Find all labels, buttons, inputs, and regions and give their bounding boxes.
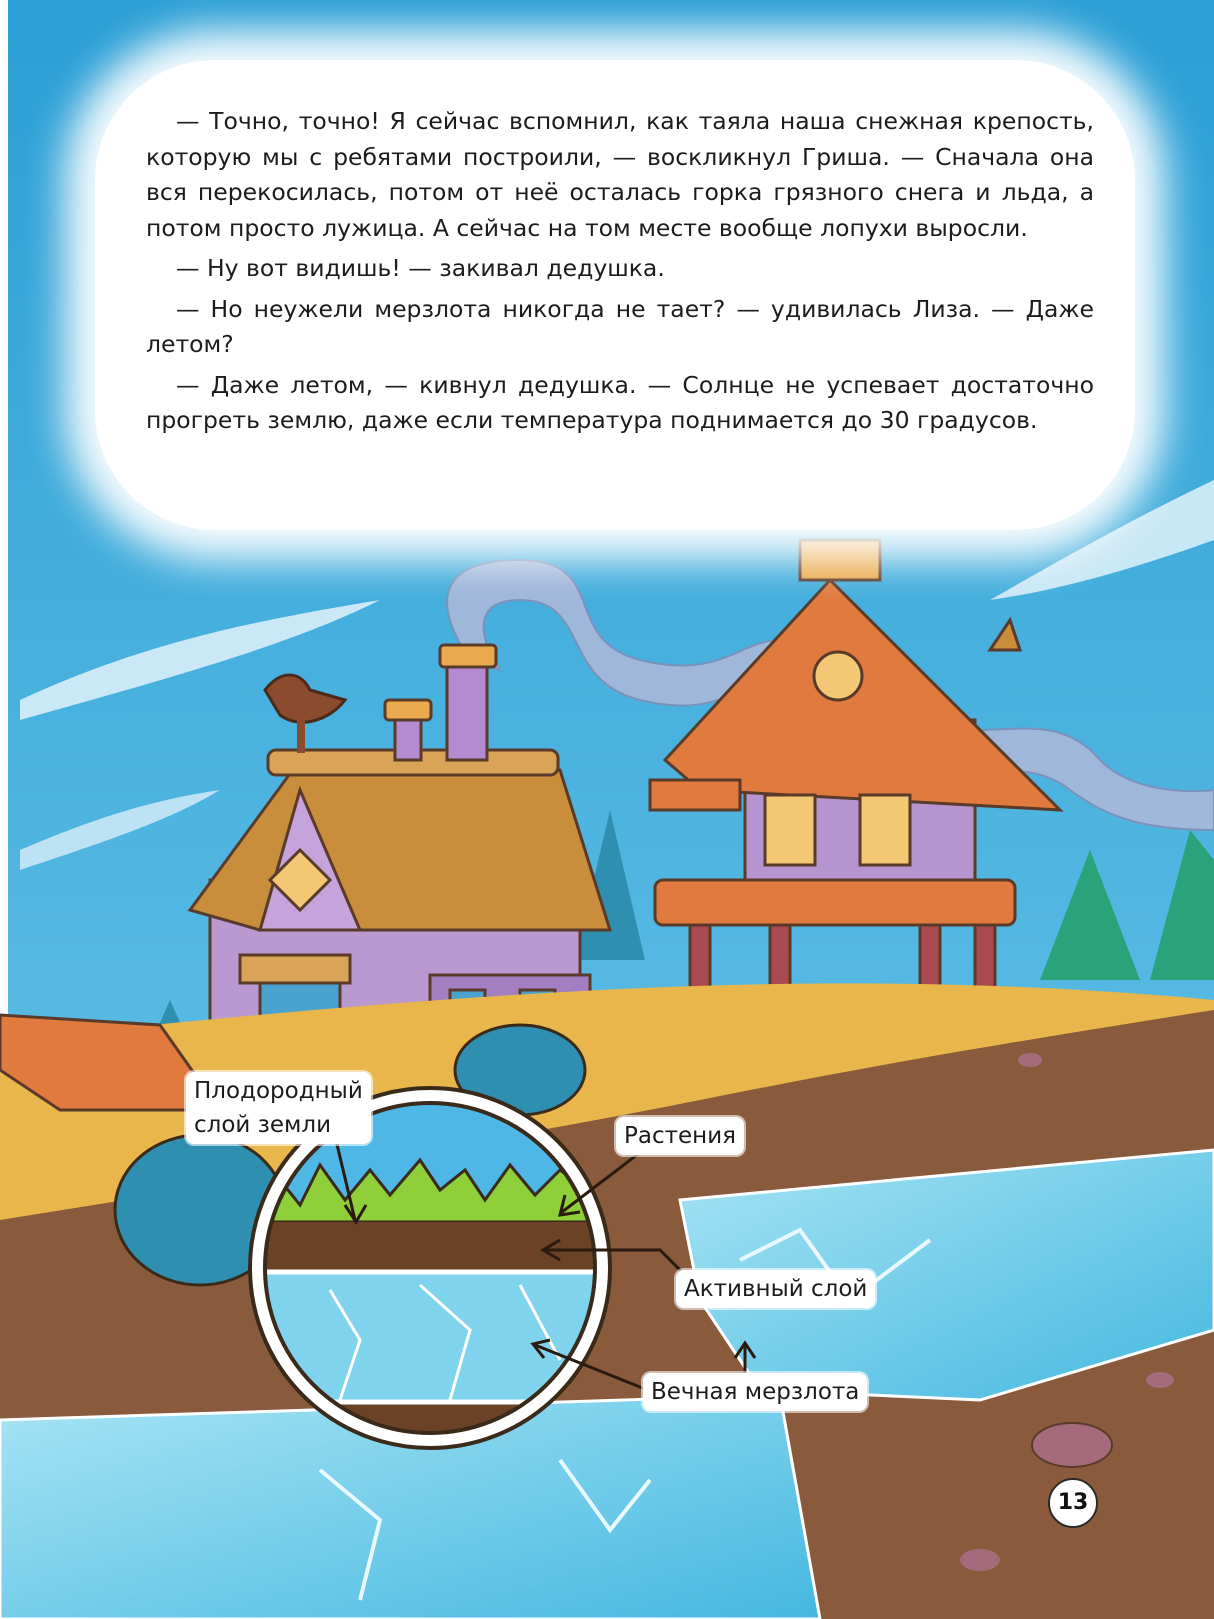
story-paragraph: — Даже летом, — кивнул дедушка. — Солнце не успевает достаточно прогреть землю, даже если температура поднимается до 30 градусов. xyxy=(146,370,1094,434)
pebble xyxy=(960,1549,1000,1571)
story-paragraph: — Точно, точно! Я сейчас вспомнил, как таяла наша снежная крепость, которую мы с ребятами построили, — воскликнул Гриша. — Сначала она вся перекосилась, потом от неё осталась горка грязного снега и льда, а потом просто лужица. А сейчас на том месте вообще лопухи выросли. xyxy=(146,107,1094,242)
page-number: 13 xyxy=(1048,1478,1098,1528)
pebble xyxy=(1146,1372,1174,1388)
story-paragraph: — Но неужели мерзлота никогда не тает? — удивилась Лиза. — Даже летом? xyxy=(146,294,1094,358)
label-fertile-layer: Плодородный слой земли xyxy=(186,1072,371,1144)
story-paragraph: — Ну вот видишь! — закивал дедушка. xyxy=(176,254,665,282)
label-plants: Растения xyxy=(616,1117,744,1155)
pebble xyxy=(1032,1423,1112,1467)
pebble xyxy=(1018,1053,1042,1067)
label-permafrost: Вечная мерзлота xyxy=(643,1373,867,1411)
story-text xyxy=(146,104,1094,444)
label-active-layer: Активный слой xyxy=(676,1270,875,1308)
